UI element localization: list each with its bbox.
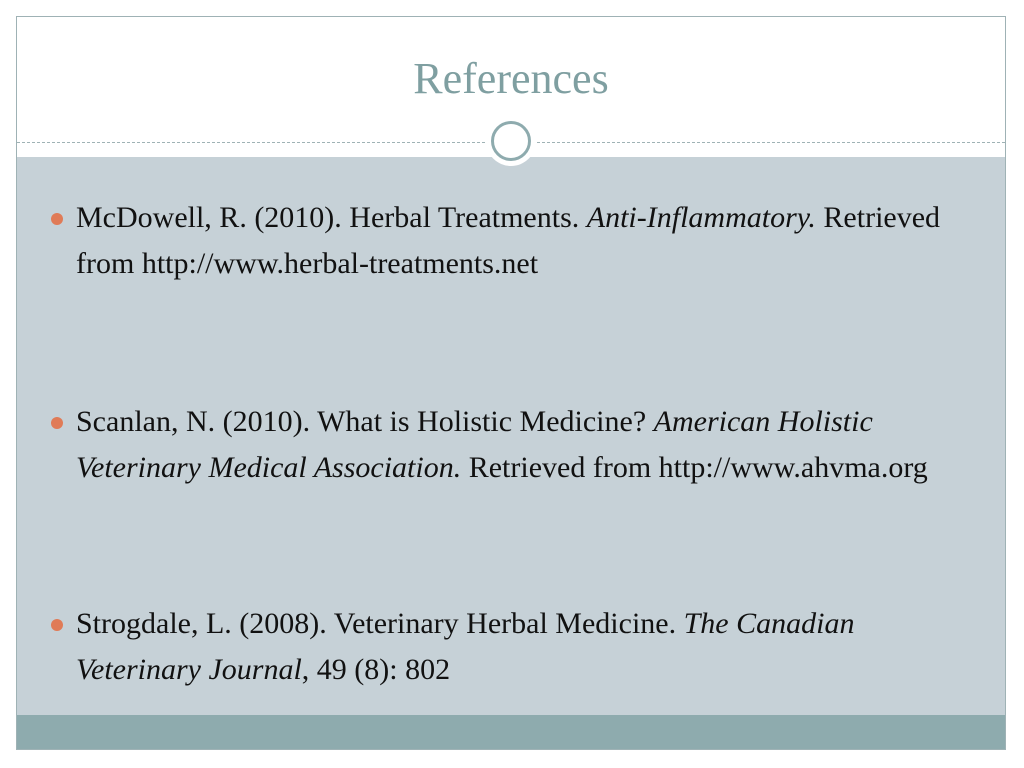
reference-source: Anti-Inflammatory. — [586, 201, 816, 234]
footer-bar — [17, 715, 1005, 750]
reference-author: McDowell, R. (2010). Herbal Treatments. — [76, 201, 587, 234]
ornament-ring — [491, 121, 531, 161]
reference-source: American Holistic Veterinary Medical Association. — [76, 405, 873, 484]
bullet-icon — [51, 213, 63, 225]
slide — [16, 16, 1006, 750]
reference-source: The Canadian Veterinary Journal — [76, 607, 855, 686]
bullet-icon — [51, 619, 63, 631]
content-area — [17, 157, 1005, 715]
reference-author: Strogdale, L. (2008). Veterinary Herbal Medicine. — [76, 607, 684, 640]
reference-author: Scanlan, N. (2010). What is Holistic Medicine? — [76, 405, 654, 438]
reference-item-3 — [76, 601, 976, 693]
reference-rest: Retrieved from http://www.herbal-treatments.net — [76, 201, 941, 280]
bullet-icon — [51, 417, 63, 429]
circle-ornament-icon — [486, 116, 536, 166]
reference-rest: Retrieved from http://www.ahvma.org — [461, 451, 928, 484]
reference-rest: , 49 (8): 802 — [301, 653, 451, 686]
slide-title: References — [413, 54, 609, 103]
reference-item-2 — [76, 399, 976, 491]
reference-item-1 — [76, 195, 976, 287]
